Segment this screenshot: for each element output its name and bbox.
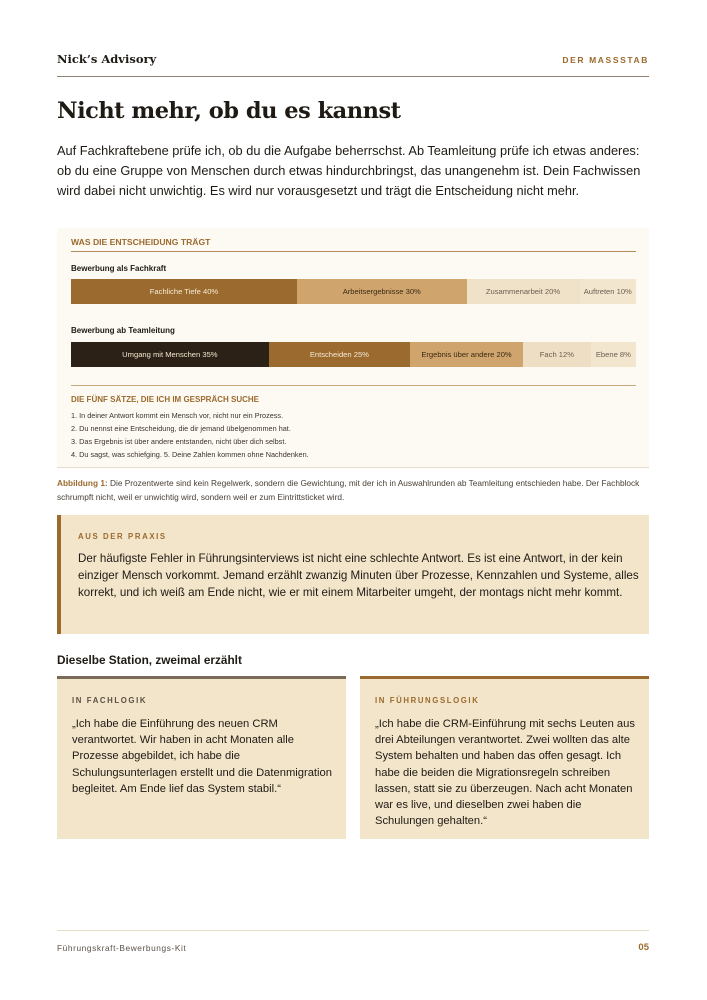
weighting-figure (57, 228, 649, 468)
bar-segment: Ergebnis über andere 20% (410, 342, 523, 367)
bar-segment: Entscheiden 25% (269, 342, 410, 367)
list-item: 2. Du nennst eine Entscheidung, die dir jemand übelgenommen hat. (71, 424, 291, 433)
bar-segment: Arbeitsergebnisse 30% (297, 279, 467, 304)
practice-callout (57, 515, 649, 634)
footer-divider (57, 930, 649, 931)
row-label-teamleitung: Bewerbung ab Teamleitung (71, 326, 175, 335)
intro-paragraph: Auf Fachkraftebene prüfe ich, ob du die Aufgabe beherrschst. Ab Teamleitung prüfe ich etwas anderes: ob du eine Gruppe von Menschen durch etwas hindurchbringst, das unangenehm ist. Dein Fachwissen wird dabei nicht unwichtig. Es wird nur vorausgesetzt und trägt die Entscheidung nicht mehr. (57, 143, 641, 198)
list-item: 3. Das Ergebnis ist über andere entstanden, nicht über dich selbst. (71, 437, 287, 446)
bar-segment: Fachliche Tiefe 40% (71, 279, 297, 304)
bar-segment: Ebene 8% (591, 342, 636, 367)
figure-caption (57, 477, 651, 504)
bar-segment: Fach 12% (523, 342, 591, 367)
bar-fachkraft (71, 279, 636, 304)
section-tag: DER MASSSTAB (562, 55, 649, 65)
callout-label: AUS DER PRAXIS (78, 532, 167, 541)
sentences-heading: DIE FÜNF SÄTZE, DIE ICH IM GESPRÄCH SUCHE (71, 395, 260, 404)
row-label-fachkraft: Bewerbung als Fachkraft (71, 264, 167, 273)
sentences-list (71, 409, 309, 461)
list-item: 1. In deiner Antwort kommt ein Mensch vor, nicht nur ein Prozess. (71, 411, 284, 420)
footer-title: Führungskraft-Bewerbungs-Kit (57, 943, 187, 953)
caption-label: Abbildung 1: (57, 478, 108, 488)
bar-teamleitung (71, 342, 636, 367)
card-fachlogik (57, 676, 346, 839)
page-number: 05 (638, 942, 649, 953)
comparison-heading: Dieselbe Station, zweimal erzählt (57, 653, 242, 667)
card-label: IN FÜHRUNGSLOGIK (375, 696, 480, 705)
card-text: „Ich habe die Einführung des neuen CRM verantwortet. Wir haben in acht Monaten alle Prozesse abgebildet, ich habe die Schulungsunterlagen erstellt und die Datenmigration begleitet. Am Ende lief das System stabil.“ (72, 718, 332, 795)
bar-segment: Umgang mit Menschen 35% (71, 342, 269, 367)
figure-divider (71, 385, 636, 386)
card-label: IN FACHLOGIK (72, 696, 148, 705)
page-header (57, 52, 649, 77)
callout-text: Der häufigste Fehler in Führungsinterviews ist nicht eine schlechte Antwort. Es ist eine Antwort, in der kein einziger Mensch vorkommt. Jemand erzählt zwanzig Minuten über Prozesse, Kennzahlen und Systeme, alles korrekt, und ich weiß am Ende nicht, wie er mit einem Mitarbeiter umgeht, der montags nicht mehr kommt. (78, 552, 639, 600)
card-fuehrungslogik (360, 676, 649, 839)
caption-text: Die Prozentwerte sind kein Regelwerk, sondern die Gewichtung, mit der ich in Auswahlrunden ab Teamleitung entschieden habe. Der Fachblock schrumpft nicht, weil er unwichtig wird, sondern weil er zum Eintrittsticket wird. (57, 478, 640, 502)
list-item: 4. Du sagst, was schiefging. 5. Deine Zahlen kommen ohne Nachdenken. (71, 450, 309, 459)
bar-segment: Auftreten 10% (580, 279, 637, 304)
bar-segment: Zusammenarbeit 20% (467, 279, 580, 304)
figure-heading: WAS DIE ENTSCHEIDUNG TRÄGT (71, 237, 636, 252)
card-text: „Ich habe die CRM-Einführung mit sechs Leuten aus drei Abteilungen verantwortet. Zwei wollten das alte System behalten und haben das offen gesagt. Ich habe die beiden die Migrationsregeln schreiben lassen, statt sie zu überzeugen. Nach acht Monaten war es live, und dieselben zwei haben die Schulungen gehalten.“ (375, 718, 635, 828)
page-title: Nicht mehr, ob du es kannst (57, 98, 401, 124)
brand-name: Nick’s Advisory (57, 52, 157, 66)
